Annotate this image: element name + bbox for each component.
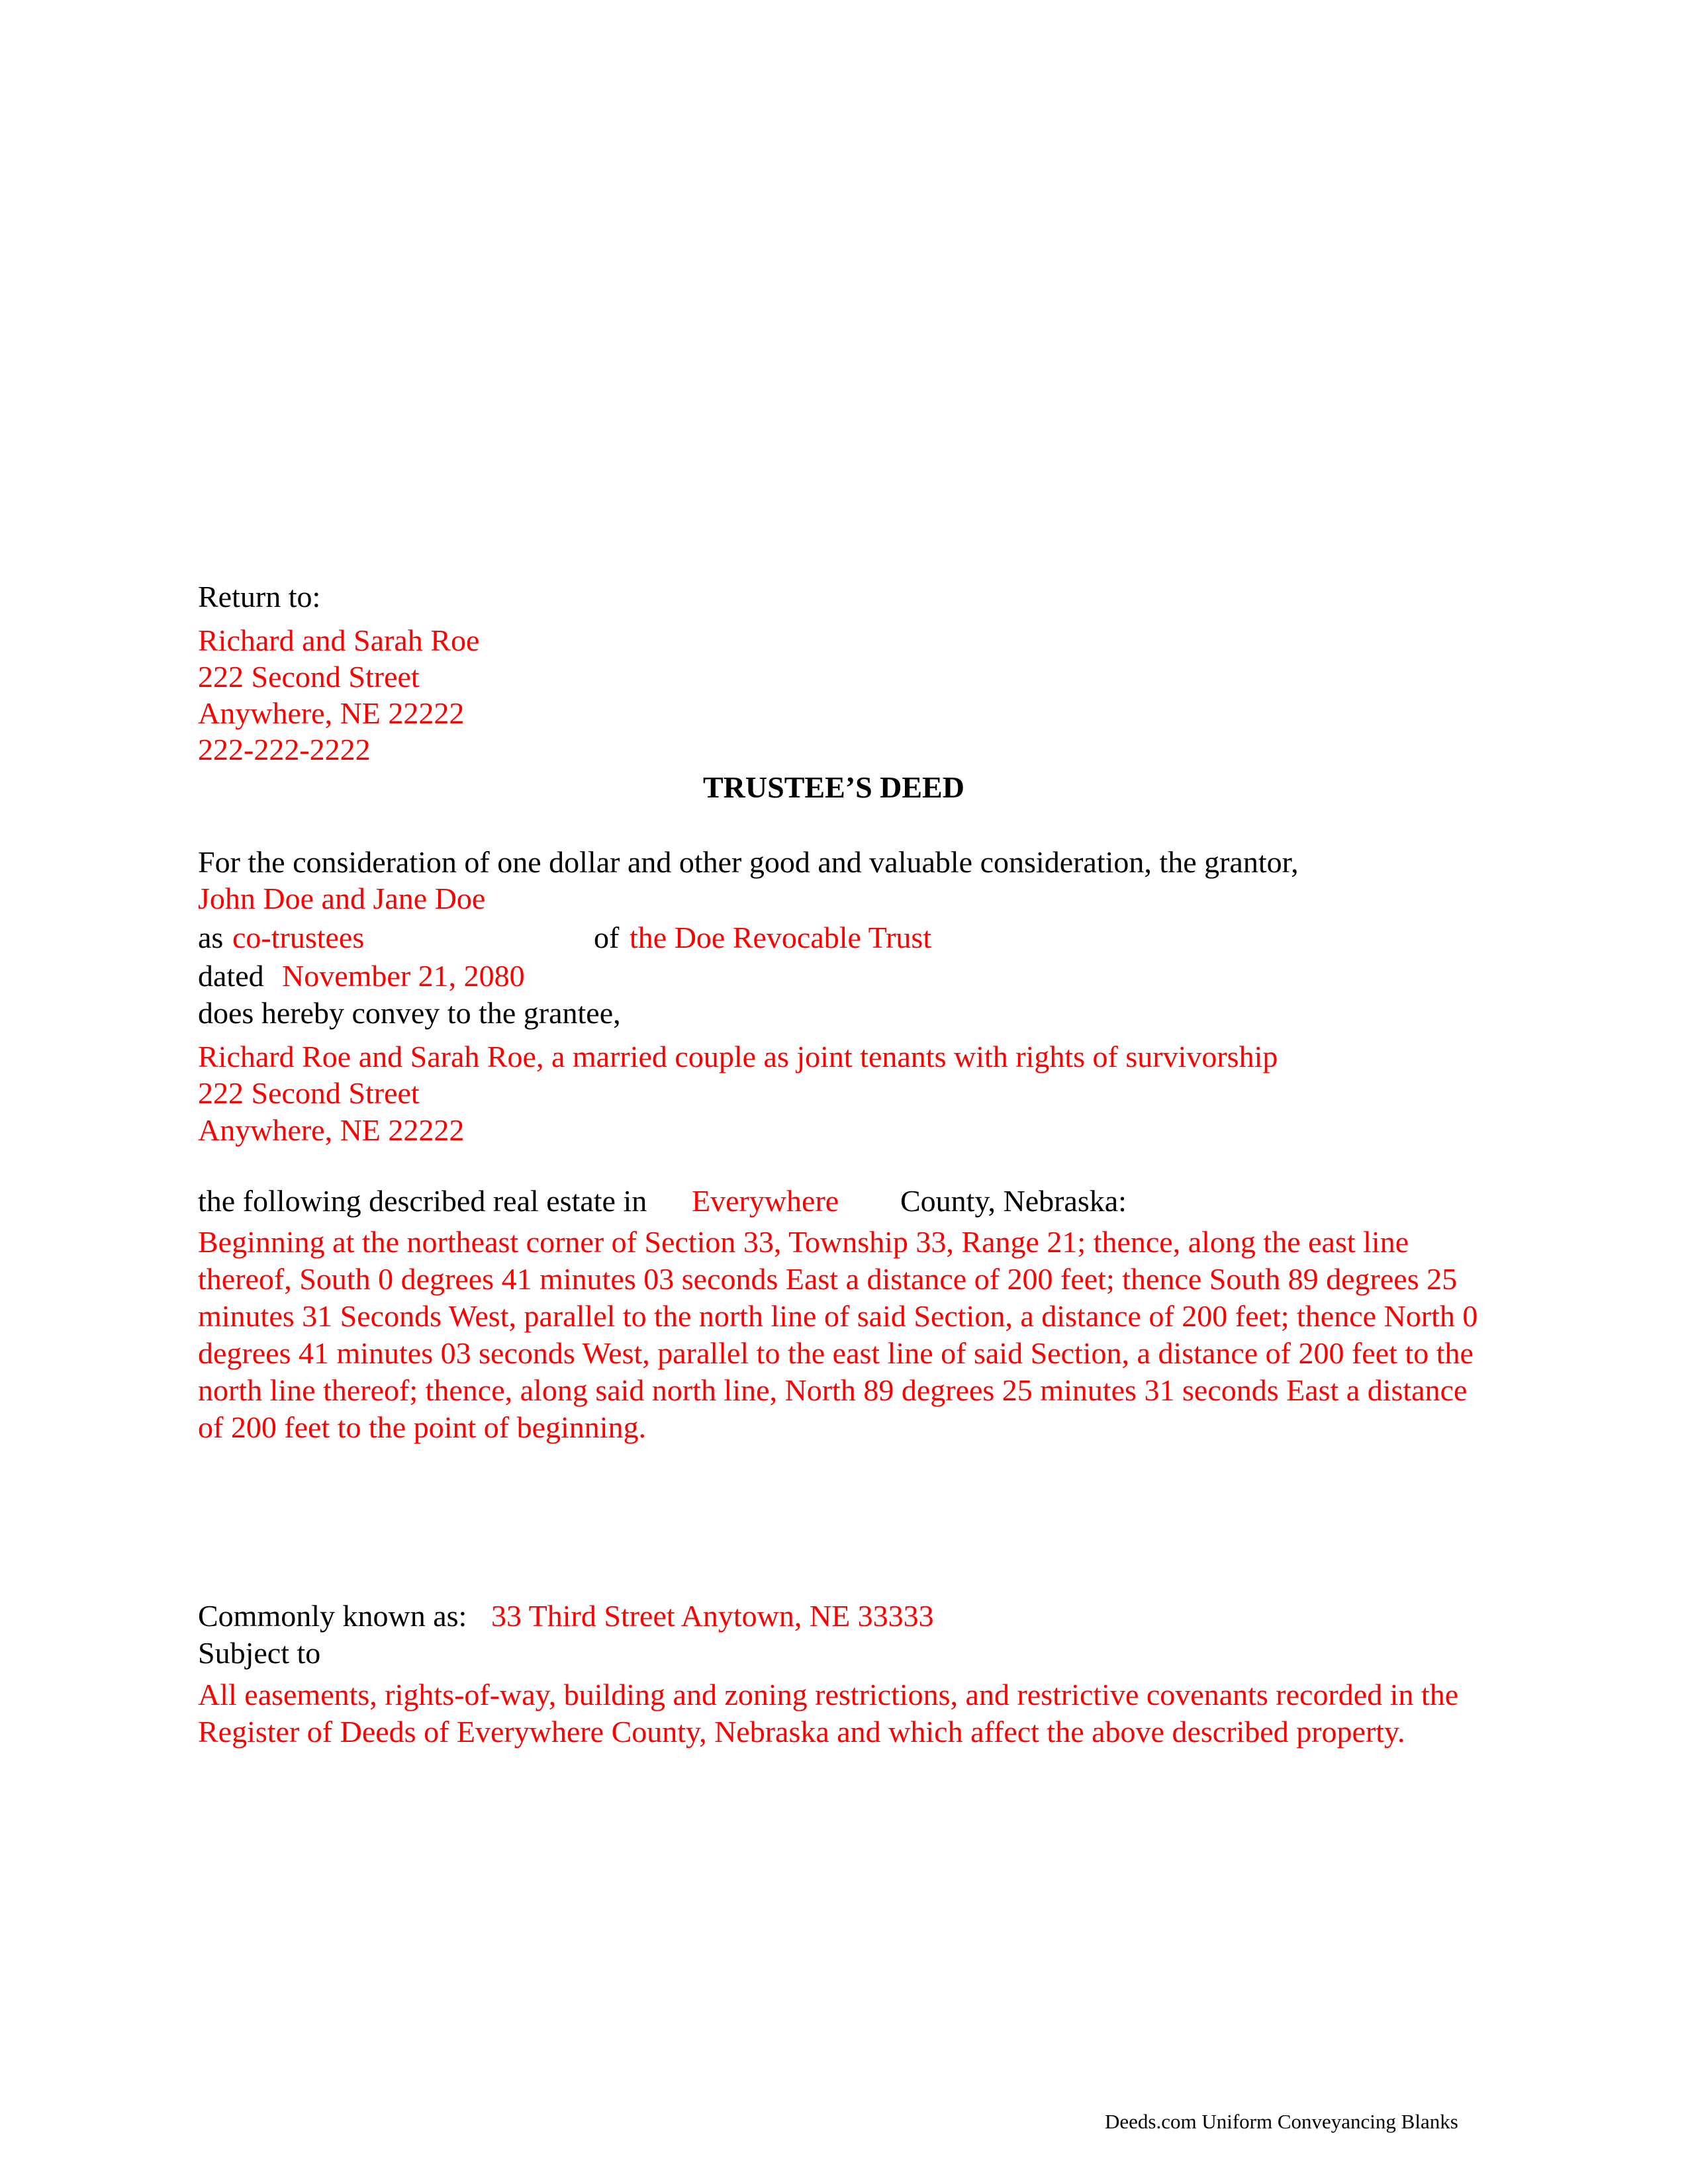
real-estate-suffix: County, Nebraska: xyxy=(900,1184,1127,1218)
return-to-phone: 222-222-2222 xyxy=(198,733,371,766)
trust-date-line xyxy=(198,958,860,995)
grantor-capacity: co-trustees xyxy=(232,921,365,954)
convey-text: does hereby convey to the grantee, xyxy=(198,996,621,1030)
return-to-name: Richard and Sarah Roe xyxy=(198,623,480,657)
subject-to-label: Subject to xyxy=(198,1636,321,1670)
grantor-names: John Doe and Jane Doe xyxy=(198,882,486,915)
trust-date: November 21, 2080 xyxy=(282,959,525,993)
subject-to-text: All easements, rights-of-way, building and zoning restrictions, and restrictive covenants recorded in the Register of Deeds of Everywhere County, Nebraska and which affect the above described property. xyxy=(198,1678,1459,1749)
return-to-city: Anywhere, NE 22222 xyxy=(198,696,465,730)
grantee-street: 222 Second Street xyxy=(198,1076,420,1110)
commonly-known-label: Commonly known as: xyxy=(198,1599,467,1633)
grantor-capacity-line xyxy=(198,919,1456,956)
of-label: of xyxy=(594,921,620,954)
grantee-city: Anywhere, NE 22222 xyxy=(198,1113,465,1147)
property-address: 33 Third Street Anytown, NE 33333 xyxy=(491,1599,934,1633)
commonly-known-line xyxy=(198,1598,1456,1635)
real-estate-line xyxy=(198,1183,1456,1220)
return-to-street: 222 Second Street xyxy=(198,660,420,694)
real-estate-prefix: the following described real estate in xyxy=(198,1184,647,1218)
trust-name: the Doe Revocable Trust xyxy=(630,921,932,954)
footer-text: Deeds.com Uniform Conveyancing Blanks xyxy=(1105,2110,1458,2133)
grantee-names: Richard Roe and Sarah Roe, a married couple as joint tenants with rights of survivorship xyxy=(198,1040,1278,1073)
legal-description: Beginning at the northeast corner of Section 33, Township 33, Range 21; thence, along the east line thereof, South 0 degrees 41 minutes 03 seconds East a distance of 200 feet; thence South 89 degrees 25 minutes 31 Seconds West, parallel to the north line of said Section, a distance of 200 feet; thence North 0 degrees 41 minutes 03 seconds West, parallel to the east line of said Section, a distance of 200 feet to the north line thereof; thence, along said north line, North 89 degrees 25 minutes 31 seconds East a distance of 200 feet to the point of beginning. xyxy=(198,1225,1478,1444)
return-to-label: Return to: xyxy=(198,580,321,614)
as-label: as xyxy=(198,921,224,954)
consideration-text: For the consideration of one dollar and other good and valuable consideration, the grantor, xyxy=(198,845,1299,879)
dated-label: dated xyxy=(198,959,264,993)
county-name: Everywhere xyxy=(692,1184,839,1218)
document-title: TRUSTEE’S DEED xyxy=(703,770,964,804)
